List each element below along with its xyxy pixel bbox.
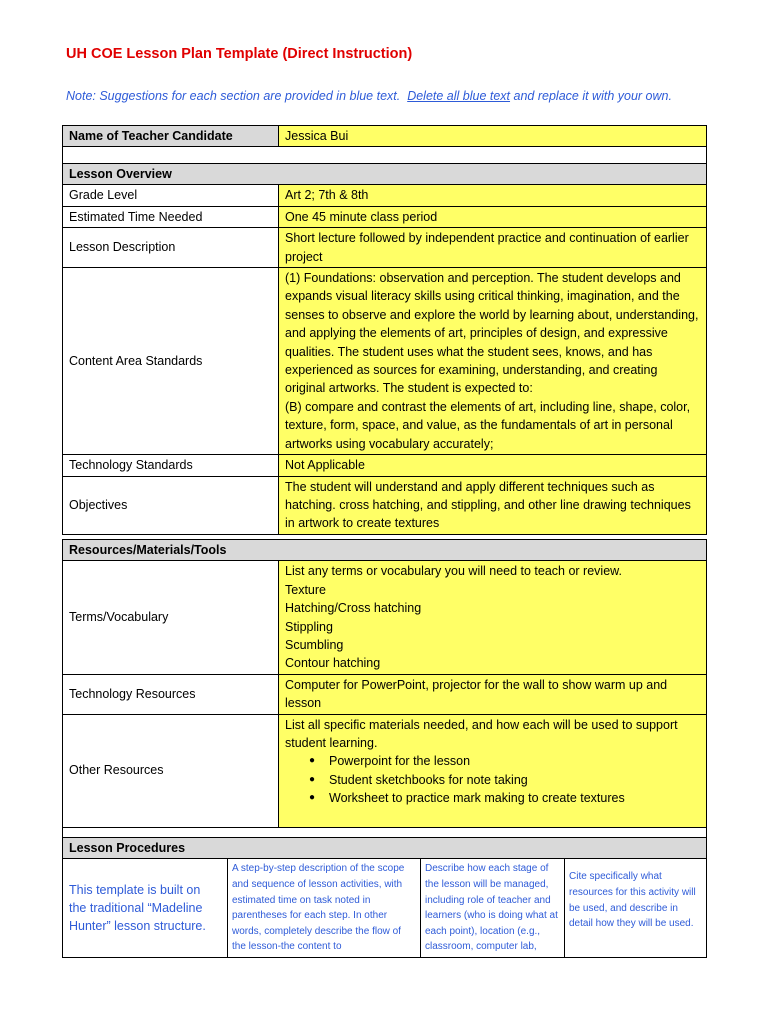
procedures-header: Lesson Procedures	[63, 838, 707, 859]
other-resources-label: Other Resources	[63, 714, 279, 827]
lesson-description-value[interactable]: Short lecture followed by independent practice and continuation of earlier project	[279, 228, 707, 268]
note-part-2: Delete all blue text	[407, 89, 511, 103]
list-item: ● Powerpoint for the lesson	[329, 752, 700, 770]
grade-level-label: Grade Level	[63, 185, 279, 206]
tech-standards-label: Technology Standards	[63, 455, 279, 476]
terms-intro: List any terms or vocabulary you will need to teach or review.	[285, 564, 622, 579]
procedures-col-1[interactable]: This template is built on the traditional “Madeline Hunter” lesson structure.	[63, 859, 228, 958]
lesson-description-label: Lesson Description	[63, 228, 279, 268]
resources-table	[62, 539, 707, 849]
objectives-value[interactable]: The student will understand and apply different techniques such as hatching. cross hatching, and stippling, and other line drawing techniques in artwork to create textures	[279, 476, 707, 534]
grade-level-value[interactable]: Art 2; 7th & 8th	[279, 185, 707, 206]
note-part-3: and replace it with your own.	[513, 89, 672, 103]
list-item: ● Student sketchbooks for note taking	[329, 771, 700, 789]
note-part-1: Note: Suggestions for each section are provided in blue text.	[66, 89, 401, 103]
teacher-value[interactable]: Jessica Bui	[279, 126, 707, 147]
term-item: Contour hatching	[285, 656, 381, 671]
procedures-col-3[interactable]: Describe how each stage of the lesson will be managed, including role of teacher and learners (who is doing what at each point), location (e.g., classroom, computer lab,	[421, 859, 565, 958]
time-needed-value[interactable]: One 45 minute class period	[279, 206, 707, 227]
overview-table	[62, 144, 707, 535]
time-needed-label: Estimated Time Needed	[63, 206, 279, 227]
other-resources-value[interactable]	[279, 714, 707, 827]
instructions-note	[66, 89, 672, 103]
terms-label: Terms/Vocabulary	[63, 561, 279, 674]
term-item: Texture	[285, 582, 326, 597]
tech-resources-value[interactable]: Computer for PowerPoint, projector for the wall to show warm up and lesson	[279, 674, 707, 714]
other-resources-intro: List all specific materials needed, and how each will be used to support student learning.	[285, 717, 678, 751]
content-standards-text-2: (B) compare and contrast the elements of art, including line, shape, color, texture, form, space, and value, as the fundamentals of art in personal artworks using vocabulary accurately;	[285, 399, 691, 451]
teacher-label: Name of Teacher Candidate	[63, 126, 279, 147]
overview-header: Lesson Overview	[63, 164, 707, 185]
content-standards-value[interactable]	[279, 268, 707, 455]
resources-header: Resources/Materials/Tools	[63, 540, 707, 561]
term-item: Hatching/Cross hatching	[285, 601, 422, 616]
terms-value[interactable]	[279, 561, 707, 674]
procedures-col-4[interactable]: Cite specifically what resources for this activity will be used, and describe in detail how they will be used.	[565, 859, 707, 958]
page-title: UH COE Lesson Plan Template (Direct Instruction)	[66, 46, 413, 62]
procedures-col-2[interactable]: A step-by-step description of the scope and sequence of lesson activities, with estimated time on task noted in parentheses for each step. In other words, completely describe the flow of the lesson-the content to	[228, 859, 421, 958]
tech-standards-value[interactable]: Not Applicable	[279, 455, 707, 476]
term-item: Scumbling	[285, 638, 344, 653]
objectives-label: Objectives	[63, 476, 279, 534]
content-standards-label: Content Area Standards	[63, 268, 279, 455]
procedures-table	[62, 837, 707, 958]
tech-resources-label: Technology Resources	[63, 674, 279, 714]
content-standards-text-1: (1) Foundations: observation and perception. The student develops and expands visual literacy skills using critical thinking, imagination, and the senses to observe and explore the world by learning about, understanding, and applying the elements of art, principles of design, and expressive qualities. The student uses what the student sees, knows, and has experienced as sources for examining, understanding, and creating original artworks. The student is expected to:	[285, 271, 699, 396]
list-item: ● Worksheet to practice mark making to create textures	[329, 789, 700, 807]
other-resources-list	[285, 752, 700, 807]
term-item: Stippling	[285, 619, 333, 634]
